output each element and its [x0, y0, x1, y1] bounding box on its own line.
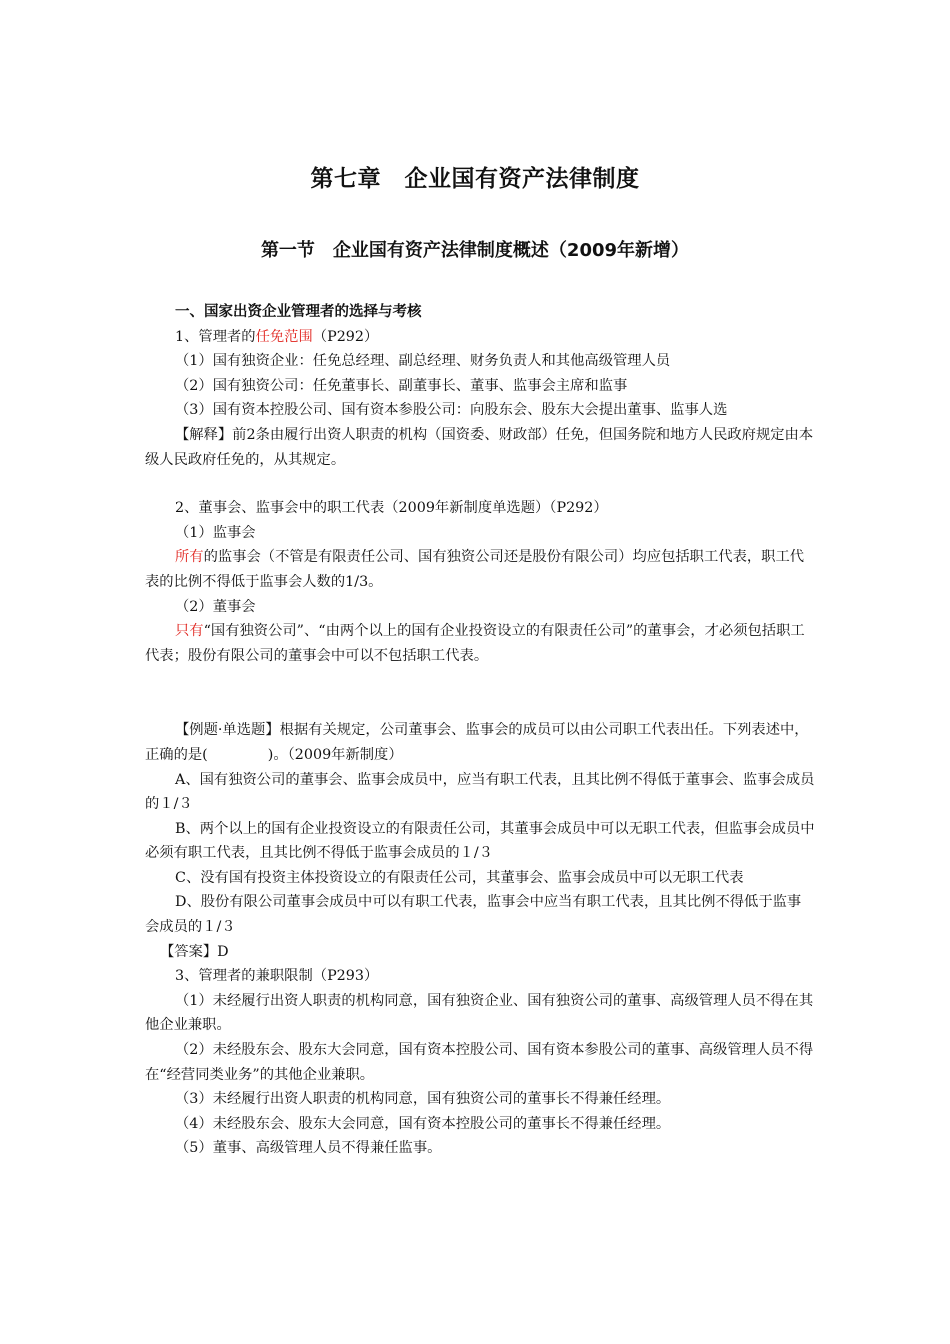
item1-explanation: 【解释】前2条由履行出资人职责的机构（国资委、财政部）任免，但国务院和地方人民政府规定由本级人民政府任免的，从其规定。 — [145, 426, 814, 468]
item2-sub1-body: 的监事会（不管是有限责任公司、国有独资公司还是股份有限公司）均应包括职工代表，职工代表的比例不得低于监事会人数的1/3。 — [145, 549, 805, 590]
item2-sub2-text — [145, 619, 815, 668]
item1-rule-2: （2）国有独资公司：任免董事长、副董事长、董事、监事会主席和监事 — [175, 377, 628, 394]
example-option-c: C、没有国有投资主体投资设立的有限责任公司，其董事会、监事会成员中可以无职工代表 — [175, 869, 744, 886]
item1-rule-1: （1）国有独资企业：任免总经理、副总经理、财务负责人和其他高级管理人员 — [175, 353, 671, 370]
spacer — [145, 472, 815, 496]
chapter-title: 第七章 企业国有资产法律制度 — [310, 166, 640, 192]
example-option-a: A、国有独资公司的董事会、监事会成员中，应当有职工代表，且其比例不得低于董事会、监事会成员的１/３ — [145, 771, 815, 813]
item1-rule-3: （3）国有资本控股公司、国有资本参股公司：向股东会、股东大会提出董事、监事人选 — [175, 402, 728, 419]
item2-sub2-body: “国有独资公司”、“由两个以上的国有企业投资设立的有限责任公司”的董事会，才必须包括职工代表；股份有限公司的董事会中可以不包括职工代表。 — [145, 623, 805, 664]
item3-rule-4: （4）未经股东会、股东大会同意，国有资本控股公司的董事长不得兼任经理。 — [175, 1115, 671, 1132]
example-question-part2: )。（2009年新制度） — [267, 746, 403, 763]
item3-rule-2: （2）未经股东会、股东大会同意，国有资本控股公司、国有资本参股公司的董事、高级管理人员不得在“经营同类业务”的其他企业兼职。 — [145, 1042, 814, 1083]
example-answer: 【答案】D — [160, 943, 229, 960]
example-question-part1: 【例题·单选题】根据有关规定，公司董事会、监事会的成员可以由公司职工代表出任。下列表述中，正确的是( — [145, 722, 809, 763]
item3-rule-3: （3）未经履行出资人职责的机构同意，国有独资公司的董事长不得兼任经理。 — [175, 1091, 671, 1108]
part1-heading: 一、国家出资企业管理者的选择与考核 — [175, 304, 422, 320]
item1-line — [145, 325, 815, 350]
item1-highlight: 任免范围 — [255, 328, 313, 345]
item2-sub1-title: （1）监事会 — [175, 524, 256, 541]
item2-line: 2、董事会、监事会中的职工代表（2009年新制度单选题）（P292） — [175, 500, 608, 517]
item2-sub2-highlight: 只有 — [175, 623, 204, 640]
item1-suffix: （P292） — [312, 328, 379, 345]
section-title: 第一节 企业国有资产法律制度概述（2009年新增） — [260, 240, 690, 261]
item3-rule-5: （5）董事、高级管理人员不得兼任监事。 — [175, 1140, 442, 1157]
item2-sub1-highlight: 所有 — [175, 549, 204, 566]
spacer — [145, 668, 815, 718]
item2-sub1-text — [145, 545, 815, 594]
example-option-b: B、两个以上的国有企业投资设立的有限责任公司，其董事会成员中可以无职工代表，但监事会成员中必须有职工代表，且其比例不得低于监事会成员的１/３ — [145, 820, 815, 862]
item1-prefix: 1、管理者的 — [175, 328, 256, 345]
example-option-d: D、股份有限公司董事会成员中可以有职工代表，监事会中应当有职工代表，且其比例不得低于监事会成员的１/３ — [145, 894, 802, 936]
item3-rule-1: （1）未经履行出资人职责的机构同意，国有独资企业、国有独资公司的董事、高级管理人员不得在其他企业兼职。 — [145, 992, 814, 1034]
example-question — [145, 718, 821, 767]
item2-sub2-title: （2）董事会 — [175, 598, 256, 615]
document-body — [145, 300, 815, 1161]
item3-line: 3、管理者的兼职限制（P293） — [175, 968, 379, 985]
